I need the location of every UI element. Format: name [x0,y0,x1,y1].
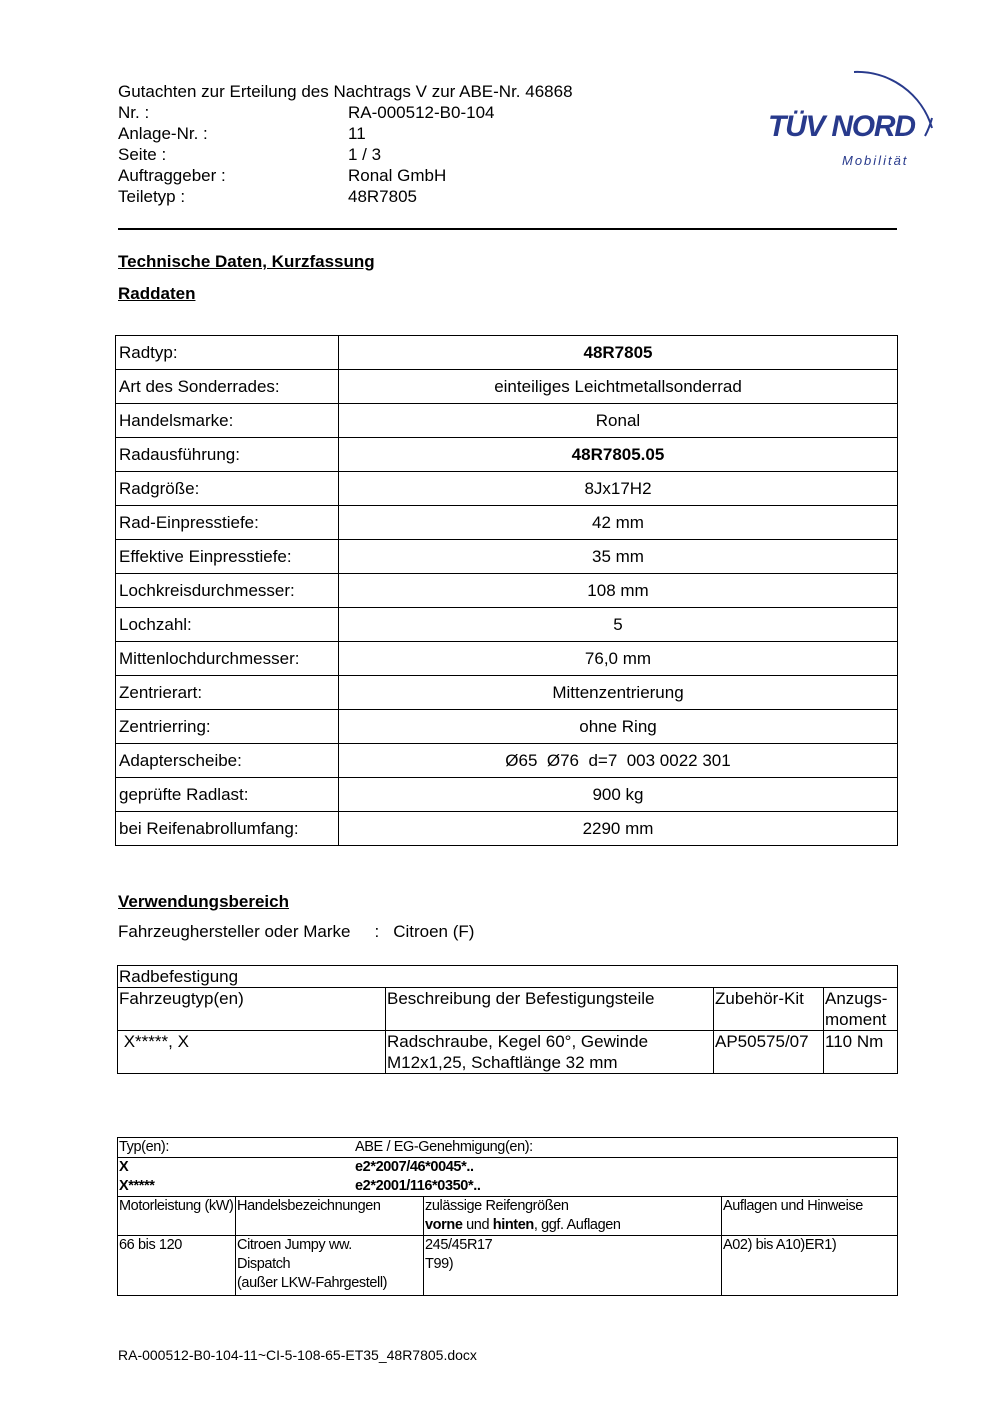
header-value: 11 [348,124,366,143]
types-notes: A02) bis A10)ER1) [722,1236,898,1296]
table-row [116,472,898,506]
header-value: 48R7805 [348,187,418,206]
wheel-label: Lochzahl: [116,608,339,642]
types-table [117,1137,898,1296]
types-tyres: 245/45R17 T99) [424,1236,722,1296]
usage-value: Citroen (F) [393,922,475,941]
header-row [118,186,573,207]
header-row [118,144,573,165]
section-title: Technische Daten, Kurzfassung [118,252,375,271]
types-col-header: zulässige Reifengrößen vorne und hinten, ggf. Auflagen [424,1197,722,1236]
usage-title: Verwendungsbereich [118,892,289,911]
wheel-label: bei Reifenabrollumfang: [116,812,339,846]
wheel-value: 35 mm [339,540,898,574]
wheel-value: Mittenzentrierung [339,676,898,710]
wheel-label: Mittenlochdurchmesser: [116,642,339,676]
types-header: Typ(en): ABE / EG-Genehmigung(en): [118,1138,898,1158]
wheel-value: Ø65 Ø76 d=7 003 0022 301 [339,744,898,778]
types-col-header: Handelsbezeichnungen [236,1197,424,1236]
fixing-cell: Radschraube, Kegel 60°, Gewinde M12x1,25, Schaftlänge 32 mm [386,1031,714,1074]
raddaten-title: Raddaten [118,284,196,303]
wheel-label: Adapterscheibe: [116,744,339,778]
wheel-value: 42 mm [339,506,898,540]
header-label: Teiletyp : [118,187,186,206]
fixing-cell: X*****, X [118,1031,386,1074]
fixing-cell: 110 Nm [824,1031,898,1074]
header-title: Gutachten zur Erteilung des Nachtrags V zur ABE-Nr. 46868 [118,82,573,101]
header-value: RA-000512-B0-104 [348,103,495,122]
header-value: 1 / 3 [348,145,382,164]
header-value: Ronal GmbH [348,166,447,185]
table-row [116,540,898,574]
table-row [116,574,898,608]
document-header [118,81,573,207]
wheel-label: Radtyp: [116,336,339,370]
table-row [116,438,898,472]
wheel-value: 8Jx17H2 [339,472,898,506]
wheel-label: Radgröße: [116,472,339,506]
wheel-label: Effektive Einpresstiefe: [116,540,339,574]
header-label: Auftraggeber : [118,166,226,185]
wheel-label: Zentrierring: [116,710,339,744]
fixing-header: Zubehör-Kit [714,988,824,1031]
wheel-value: ohne Ring [339,710,898,744]
fixing-header: Anzugs-moment [824,988,898,1031]
wheel-label: geprüfte Radlast: [116,778,339,812]
wheel-value: 108 mm [339,574,898,608]
fixing-table [117,965,898,1074]
header-label: Seite : [118,145,167,164]
tuv-nord-logo [762,58,942,170]
footer-filename: RA-000512-B0-104-11~CI-5-108-65-ET35_48R7805.docx [118,1347,477,1363]
wheel-value: 2290 mm [339,812,898,846]
header-label: Nr. : [118,103,150,122]
wheel-value: 48R7805 [339,336,898,370]
wheel-label: Radausführung: [116,438,339,472]
fixing-title: Radbefestigung [118,966,898,988]
wheel-label: Lochkreisdurchmesser: [116,574,339,608]
table-row [116,778,898,812]
wheel-value: 48R7805.05 [339,438,898,472]
header-label: Anlage-Nr. : [118,124,208,143]
table-row [116,404,898,438]
wheel-label: Rad-Einpresstiefe: [116,506,339,540]
wheel-value: 900 kg [339,778,898,812]
usage-sep: : [374,922,380,941]
wheel-data-table [115,335,898,846]
wheel-value: einteiliges Leichtmetallsonderrad [339,370,898,404]
logo-sub: Mobilität [842,153,909,168]
fixing-cell: AP50575/07 [714,1031,824,1074]
table-row [116,744,898,778]
table-row [116,710,898,744]
table-row [116,676,898,710]
header-rule [118,228,897,230]
fixing-header: Beschreibung der Befestigungsteile [386,988,714,1031]
wheel-label: Zentrierart: [116,676,339,710]
usage-label: Fahrzeughersteller oder Marke [118,922,351,941]
wheel-label: Handelsmarke: [116,404,339,438]
usage-line [118,922,474,942]
wheel-value: Ronal [339,404,898,438]
types-names: Citroen Jumpy ww. Dispatch (außer LKW-Fahrgestell) [236,1236,424,1296]
types-power: 66 bis 120 [118,1236,236,1296]
wheel-value: 76,0 mm [339,642,898,676]
table-row [116,370,898,404]
wheel-label: Art des Sonderrades: [116,370,339,404]
header-row [118,165,573,186]
table-row [116,812,898,846]
types-col-header: Motorleistung (kW) [118,1197,236,1236]
table-row [116,506,898,540]
table-row [116,336,898,370]
table-row [116,608,898,642]
types-approvals: X e2*2007/46*0045*.. X***** e2*2001/116*0350*.. [118,1158,898,1197]
types-col-header: Auflagen und Hinweise [722,1197,898,1236]
fixing-header: Fahrzeugtyp(en) [118,988,386,1031]
header-row [118,123,573,144]
wheel-value: 5 [339,608,898,642]
header-row [118,102,573,123]
logo-brand: TÜV NORD [768,110,914,143]
table-row [116,642,898,676]
